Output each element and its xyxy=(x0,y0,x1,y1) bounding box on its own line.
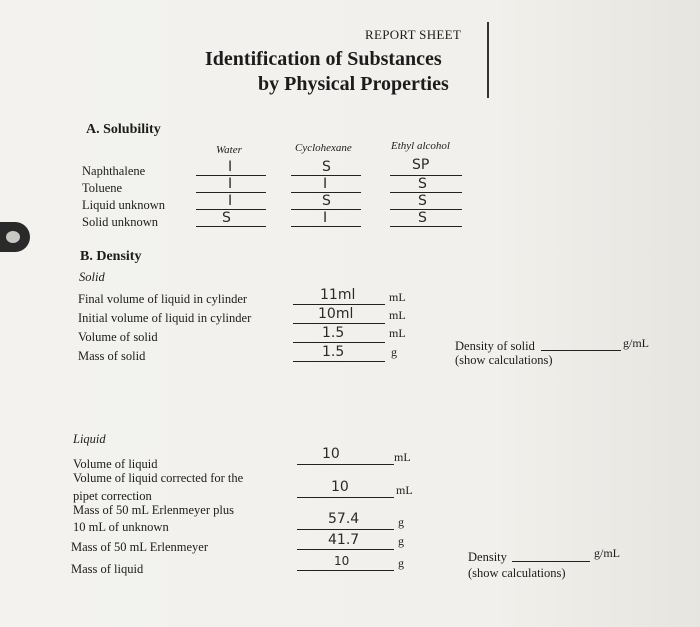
value-initial-volume: 10ml xyxy=(318,306,354,322)
unit-final-volume: mL xyxy=(389,290,406,304)
label-volume-corrected-line1: Volume of liquid corrected for the xyxy=(73,471,244,485)
label-mass-liquid: Mass of liquid xyxy=(71,562,144,576)
label-mass-erlenmeyer: Mass of 50 mL Erlenmeyer xyxy=(71,540,208,554)
value-volume-liquid: 10 xyxy=(322,446,340,462)
blank-line xyxy=(541,350,621,351)
value-mass-solid: 1.5 xyxy=(322,344,345,360)
unit-initial-volume: mL xyxy=(389,308,406,322)
value-mass-liquid: 10 xyxy=(334,554,350,568)
solubility-section-title: A. Solubility xyxy=(86,122,161,137)
answer-naphthalene-water: I xyxy=(228,159,233,175)
label-volume-corrected-line2: pipet correction xyxy=(73,489,152,503)
blank-line xyxy=(293,323,385,324)
value-mass-erlenmeyer-plus: 57.4 xyxy=(328,511,360,527)
label-volume-solid: Volume of solid xyxy=(78,330,158,344)
row-label-toluene: Toluene xyxy=(82,181,123,195)
answer-liquid-unknown-cyclohexane: S xyxy=(322,193,331,209)
blank-line xyxy=(297,497,394,498)
density-solid-calc-note: (show calculations) xyxy=(455,353,553,367)
answer-toluene-ethyl: S xyxy=(418,176,427,192)
unit-mass-solid: g xyxy=(391,345,397,359)
report-label: REPORT SHEET xyxy=(365,27,462,42)
unit-mass-erlenmeyer: g xyxy=(398,534,404,548)
answer-liquid-unknown-ethyl: S xyxy=(418,193,427,209)
blank-line xyxy=(297,549,394,550)
density-liquid-unit: g/mL xyxy=(594,546,620,560)
blank-line xyxy=(293,304,385,305)
label-mass-erlenmeyer-plus-line1: Mass of 50 mL Erlenmeyer plus xyxy=(73,503,234,517)
blank-line xyxy=(297,464,394,465)
solid-subheading: Solid xyxy=(79,270,105,284)
answer-naphthalene-cyclohexane: S xyxy=(322,159,331,175)
blank-line xyxy=(512,561,590,562)
blank-line xyxy=(293,361,385,362)
column-ethyl-alcohol: Ethyl alcohol xyxy=(391,140,450,152)
value-volume-corrected: 10 xyxy=(331,479,349,495)
answer-toluene-water: I xyxy=(228,176,233,192)
blank-line xyxy=(390,226,462,227)
answer-liquid-unknown-water: I xyxy=(228,193,233,209)
row-label-liquid-unknown: Liquid unknown xyxy=(82,198,165,212)
binder-clip-icon xyxy=(0,222,30,252)
row-label-naphthalene: Naphthalene xyxy=(82,164,146,178)
column-cyclohexane: Cyclohexane xyxy=(295,142,352,154)
value-final-volume: 11ml xyxy=(320,287,356,303)
answer-naphthalene-ethyl: SP xyxy=(412,157,430,173)
header-divider xyxy=(487,22,489,98)
value-mass-erlenmeyer: 41.7 xyxy=(328,532,360,548)
density-liquid-calc-note: (show calculations) xyxy=(468,566,566,580)
blank-line xyxy=(297,570,394,571)
label-mass-erlenmeyer-plus-line2: 10 mL of unknown xyxy=(73,520,169,534)
density-solid-unit: g/mL xyxy=(623,336,649,350)
unit-mass-erlenmeyer-plus: g xyxy=(398,515,404,529)
unit-volume-solid: mL xyxy=(389,326,406,340)
label-volume-liquid: Volume of liquid xyxy=(73,457,158,471)
page-title: Identification of Substances xyxy=(205,48,442,70)
blank-line xyxy=(196,226,266,227)
label-mass-solid: Mass of solid xyxy=(78,349,146,363)
density-liquid-label: Density xyxy=(468,550,507,564)
liquid-subheading: Liquid xyxy=(73,432,106,446)
unit-volume-corrected: mL xyxy=(396,483,413,497)
column-water: Water xyxy=(216,144,242,156)
unit-mass-liquid: g xyxy=(398,556,404,570)
value-volume-solid: 1.5 xyxy=(322,325,345,341)
density-solid-label: Density of solid xyxy=(455,339,535,353)
unit-volume-liquid: mL xyxy=(394,450,411,464)
density-section-title: B. Density xyxy=(80,249,142,264)
row-label-solid-unknown: Solid unknown xyxy=(82,215,159,229)
answer-solid-unknown-water: S xyxy=(222,210,231,226)
label-final-volume: Final volume of liquid in cylinder xyxy=(78,292,248,306)
blank-line xyxy=(196,209,266,210)
answer-solid-unknown-ethyl: S xyxy=(418,210,427,226)
blank-line xyxy=(293,342,385,343)
answer-toluene-cyclohexane: I xyxy=(323,176,328,192)
blank-line xyxy=(291,226,361,227)
blank-line xyxy=(297,529,394,530)
label-initial-volume: Initial volume of liquid in cylinder xyxy=(78,311,252,325)
page-subtitle: by Physical Properties xyxy=(258,73,449,95)
answer-solid-unknown-cyclohexane: I xyxy=(323,210,328,226)
